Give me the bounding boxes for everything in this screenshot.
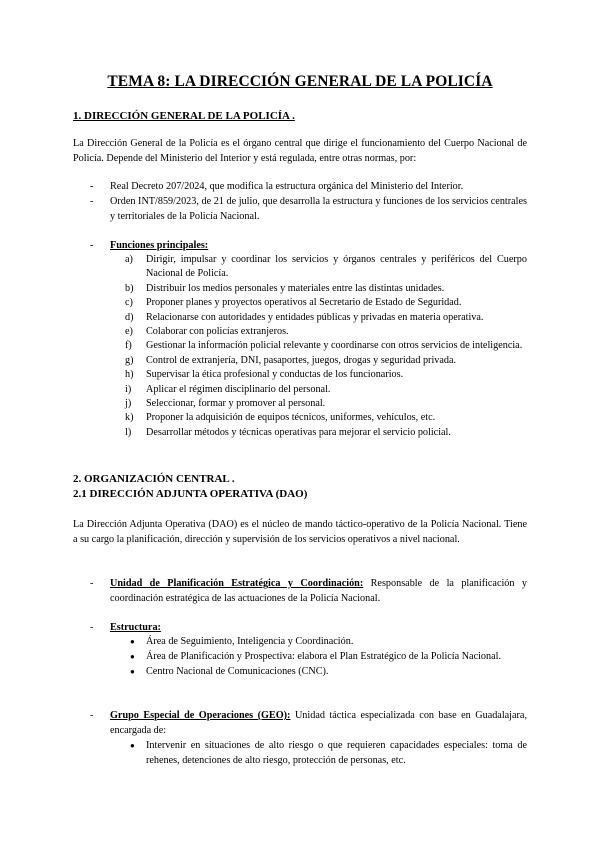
structure-label-item bbox=[73, 620, 527, 635]
section-1-heading: 1. DIRECCIÓN GENERAL DE LA POLICÍA . bbox=[73, 110, 295, 122]
functions-label: Funciones principales: bbox=[110, 240, 209, 251]
bullet-icon: ● bbox=[130, 637, 135, 646]
function-item: k) Proponer la adquisición de equipos técnicos, uniformes, vehículos, etc. bbox=[125, 412, 436, 424]
function-item: g) Control de extranjería, DNI, pasaportes, juegos, drogas y seguridad privada. bbox=[125, 354, 457, 366]
bullet-icon: ● bbox=[130, 667, 135, 676]
function-item: d) Relacionarse con autoridades y entidades públicas y privadas en materia operativa. bbox=[125, 311, 484, 323]
function-item: j) Seleccionar, formar y promover al personal. bbox=[125, 398, 326, 410]
structure-item: ● Centro Nacional de Comunicaciones (CNC). bbox=[130, 666, 329, 677]
function-item: c) Proponer planes y proyectos operativos al Secretario de Estado de Seguridad. bbox=[125, 297, 462, 309]
geo-list bbox=[73, 738, 527, 768]
function-item: i) Aplicar el régimen disciplinario del personal. bbox=[125, 383, 331, 395]
structure-item: ● Área de Seguimiento, Inteligencia y Coordinación. bbox=[130, 636, 354, 647]
dash-marker: - bbox=[90, 240, 94, 251]
functions-list bbox=[73, 253, 527, 440]
structure-item: ● Área de Planificación y Prospectiva: elabora el Plan Estratégico de la Policía Nacional. bbox=[130, 651, 502, 662]
unit-text: Responsable de la planificación y coordinación estratégica de las actuaciones de la Policía Nacional. bbox=[110, 578, 527, 604]
function-item: l) Desarrollar métodos y técnicas operativas para mejorar el servicio policial. bbox=[125, 426, 451, 438]
geo-label: Grupo Especial de Operaciones (GEO): bbox=[110, 710, 291, 721]
law-text: Orden INT/859/2023, de 21 de julio, que desarrolla la estructura y funciones de los servicios centrales y territoriales de la Policía Nacional. bbox=[110, 196, 527, 222]
function-item: h) Supervisar la ética profesional y conductas de los funcionarios. bbox=[125, 369, 404, 381]
dash-marker: - bbox=[90, 710, 94, 721]
structure-list bbox=[73, 634, 527, 679]
dash-marker: - bbox=[90, 622, 94, 633]
dash-marker: - bbox=[90, 578, 94, 589]
function-item: b) Distribuir los medios personales y materiales entre las distintas unidades. bbox=[125, 282, 445, 294]
section-2-intro: La Dirección Adjunta Operativa (DAO) es el núcleo de mando táctico-operativo de la Policía Nacional. Tiene a su cargo la planificación, dirección y supervisión de los servicios operativos a nivel nacional. bbox=[73, 519, 527, 545]
geo-text: Unidad táctica especializada con base en Guadalajara, encargada de: bbox=[110, 710, 527, 736]
unit-label: Unidad de Planificación Estratégica y Coordinación: bbox=[110, 578, 364, 589]
unit-item bbox=[73, 576, 527, 606]
page-title: TEMA 8: LA DIRECCIÓN GENERAL DE LA POLICÍA bbox=[107, 73, 493, 90]
law-text: Real Decreto 207/2024, que modifica la estructura orgánica del Ministerio del Interior. bbox=[110, 181, 464, 192]
functions-label-item bbox=[73, 238, 527, 253]
section-2-heading: 2. ORGANIZACIÓN CENTRAL . bbox=[73, 473, 235, 485]
section-1-intro: La Dirección General de la Policía es el órgano central que dirige el funcionamiento del Cuerpo Nacional de Policía. Depende del Ministerio del Interior y está regulada, entre otras normas, por: bbox=[73, 138, 527, 164]
function-item: f) Gestionar la información policial relevante y coordinarse con otros servicios de inteligencia. bbox=[125, 340, 523, 352]
law-item bbox=[73, 194, 527, 224]
structure-label: Estructura: bbox=[110, 622, 161, 633]
dash-marker: - bbox=[90, 181, 94, 192]
function-item: a) Dirigir, impulsar y coordinar los servicios y órganos centrales y periféricos del Cuerpo Nacional de Policía. bbox=[125, 254, 527, 280]
geo-task-item: ● Intervenir en situaciones de alto riesgo o que requieren capacidades especiales: toma de rehenes, detenciones de alto riesgo, protección de personas, etc. bbox=[130, 740, 527, 766]
law-item bbox=[73, 179, 527, 194]
section-2-1-heading: 2.1 DIRECCIÓN ADJUNTA OPERATIVA (DAO) bbox=[73, 488, 308, 500]
dash-marker: - bbox=[90, 196, 94, 207]
function-item: e) Colaborar con policías extranjeros. bbox=[125, 326, 289, 338]
bullet-icon: ● bbox=[130, 652, 135, 661]
geo-item bbox=[73, 708, 527, 738]
bullet-icon: ● bbox=[130, 741, 135, 750]
